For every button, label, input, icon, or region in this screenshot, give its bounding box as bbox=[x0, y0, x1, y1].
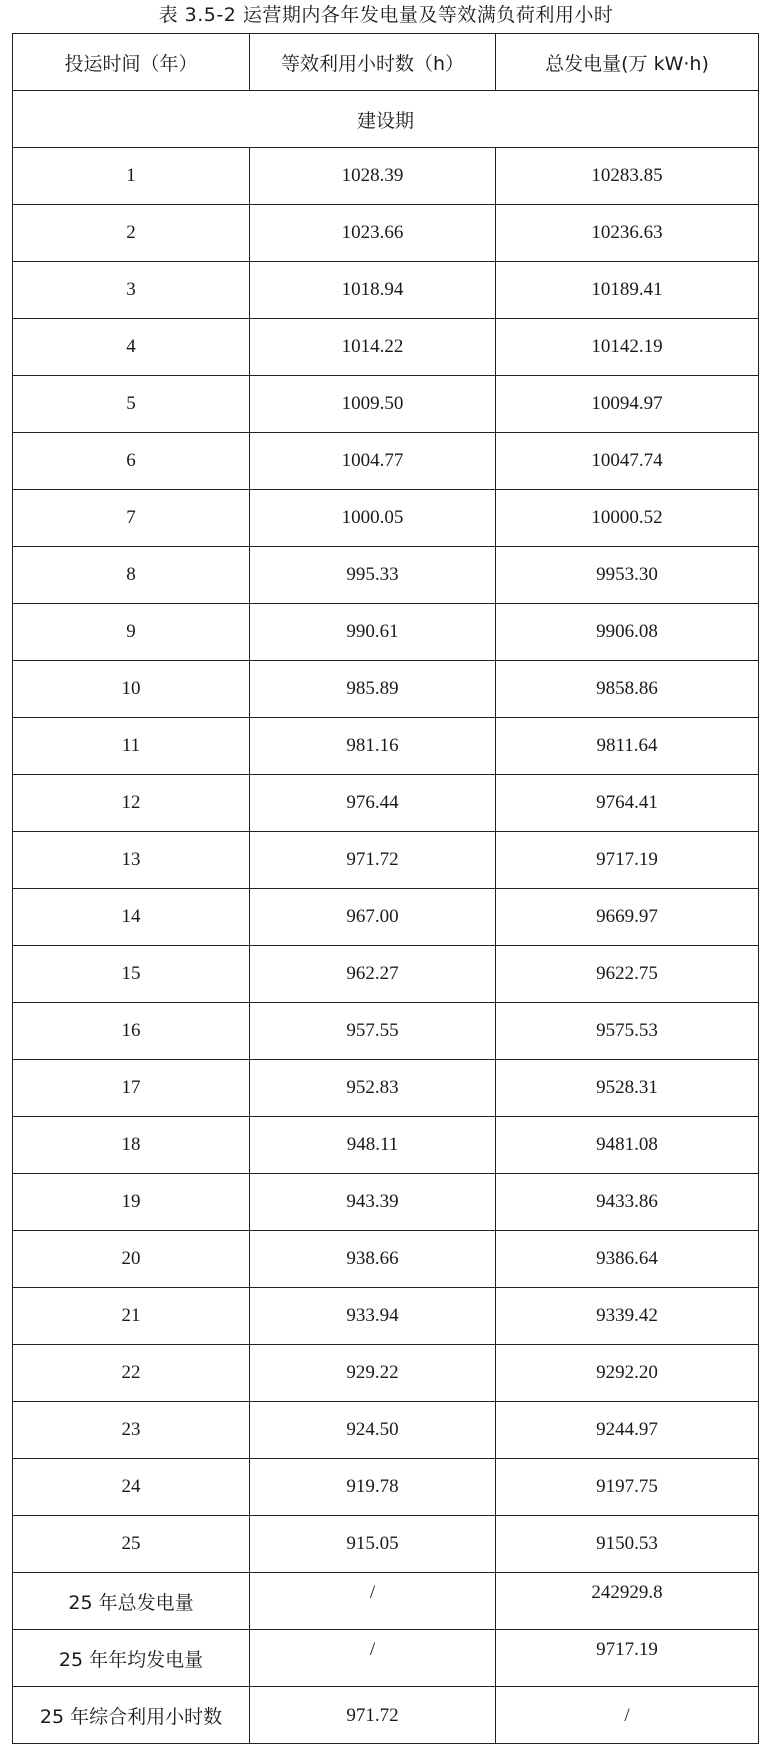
table-row bbox=[13, 1060, 759, 1117]
energy-cell: 10000.52 bbox=[496, 490, 759, 547]
year-cell: 1 bbox=[13, 148, 250, 205]
summary-hours bbox=[250, 1573, 496, 1630]
table-row bbox=[13, 604, 759, 661]
year-cell: 3 bbox=[13, 262, 250, 319]
year-cell: 22 bbox=[13, 1345, 250, 1402]
year-cell: 14 bbox=[13, 889, 250, 946]
summary-label: 25 年总发电量 bbox=[13, 1573, 250, 1630]
hours-cell: 957.55 bbox=[250, 1003, 496, 1060]
hours-cell: 924.50 bbox=[250, 1402, 496, 1459]
summary-hours-value: 971.72 bbox=[346, 1704, 399, 1726]
table-row bbox=[13, 832, 759, 889]
hours-cell: 929.22 bbox=[250, 1345, 496, 1402]
hours-cell: 1000.05 bbox=[250, 490, 496, 547]
year-cell: 7 bbox=[13, 490, 250, 547]
energy-cell: 9717.19 bbox=[496, 832, 759, 889]
summary-hours bbox=[250, 1630, 496, 1687]
table-row bbox=[13, 319, 759, 376]
hours-cell: 971.72 bbox=[250, 832, 496, 889]
hours-cell: 1014.22 bbox=[250, 319, 496, 376]
energy-cell: 9433.86 bbox=[496, 1174, 759, 1231]
energy-cell: 9386.64 bbox=[496, 1231, 759, 1288]
energy-cell: 9197.75 bbox=[496, 1459, 759, 1516]
summary-energy bbox=[496, 1687, 759, 1744]
energy-cell: 9622.75 bbox=[496, 946, 759, 1003]
table-caption: 表 3.5-2 运营期内各年发电量及等效满负荷利用小时 bbox=[158, 4, 614, 26]
table-row bbox=[13, 775, 759, 832]
header-hours: 等效利用小时数（h） bbox=[250, 34, 496, 91]
energy-cell: 10283.85 bbox=[496, 148, 759, 205]
year-cell: 19 bbox=[13, 1174, 250, 1231]
energy-cell: 10189.41 bbox=[496, 262, 759, 319]
hours-cell: 976.44 bbox=[250, 775, 496, 832]
hours-cell: 915.05 bbox=[250, 1516, 496, 1573]
year-cell: 23 bbox=[13, 1402, 250, 1459]
hours-cell: 1028.39 bbox=[250, 148, 496, 205]
table-row bbox=[13, 1345, 759, 1402]
energy-cell: 9292.20 bbox=[496, 1345, 759, 1402]
energy-cell: 9575.53 bbox=[496, 1003, 759, 1060]
energy-cell: 9811.64 bbox=[496, 718, 759, 775]
energy-cell: 9244.97 bbox=[496, 1402, 759, 1459]
header-row bbox=[13, 34, 759, 91]
table-row bbox=[13, 547, 759, 604]
summary-row bbox=[13, 1573, 759, 1630]
energy-cell: 9764.41 bbox=[496, 775, 759, 832]
hours-cell: 990.61 bbox=[250, 604, 496, 661]
table-row bbox=[13, 1174, 759, 1231]
table-row bbox=[13, 376, 759, 433]
table-row bbox=[13, 889, 759, 946]
hours-cell: 981.16 bbox=[250, 718, 496, 775]
summary-energy-value: 242929.8 bbox=[591, 1581, 663, 1603]
hours-cell: 1018.94 bbox=[250, 262, 496, 319]
hours-cell: 948.11 bbox=[250, 1117, 496, 1174]
year-cell: 25 bbox=[13, 1516, 250, 1573]
summary-hours bbox=[250, 1687, 496, 1744]
summary-row bbox=[13, 1687, 759, 1744]
year-cell: 5 bbox=[13, 376, 250, 433]
energy-cell: 9858.86 bbox=[496, 661, 759, 718]
summary-energy bbox=[496, 1573, 759, 1630]
summary-energy-value: 9717.19 bbox=[596, 1638, 658, 1660]
year-cell: 2 bbox=[13, 205, 250, 262]
table-row bbox=[13, 1117, 759, 1174]
table-row bbox=[13, 1003, 759, 1060]
table-row bbox=[13, 205, 759, 262]
summary-row bbox=[13, 1630, 759, 1687]
year-cell: 17 bbox=[13, 1060, 250, 1117]
hours-cell: 938.66 bbox=[250, 1231, 496, 1288]
energy-cell: 10236.63 bbox=[496, 205, 759, 262]
energy-cell: 10047.74 bbox=[496, 433, 759, 490]
summary-label: 25 年综合利用小时数 bbox=[13, 1687, 250, 1744]
summary-hours-value: / bbox=[369, 1638, 376, 1660]
energy-cell: 10142.19 bbox=[496, 319, 759, 376]
hours-cell: 967.00 bbox=[250, 889, 496, 946]
year-cell: 9 bbox=[13, 604, 250, 661]
table-row bbox=[13, 1402, 759, 1459]
table-row bbox=[13, 946, 759, 1003]
year-cell: 16 bbox=[13, 1003, 250, 1060]
summary-label: 25 年年均发电量 bbox=[13, 1630, 250, 1687]
table-row bbox=[13, 262, 759, 319]
hours-cell: 919.78 bbox=[250, 1459, 496, 1516]
year-cell: 6 bbox=[13, 433, 250, 490]
generation-table bbox=[12, 33, 759, 1744]
year-cell: 24 bbox=[13, 1459, 250, 1516]
year-cell: 20 bbox=[13, 1231, 250, 1288]
table-row bbox=[13, 661, 759, 718]
table-row bbox=[13, 718, 759, 775]
table-row bbox=[13, 433, 759, 490]
year-cell: 12 bbox=[13, 775, 250, 832]
energy-cell: 10094.97 bbox=[496, 376, 759, 433]
energy-cell: 9953.30 bbox=[496, 547, 759, 604]
energy-cell: 9339.42 bbox=[496, 1288, 759, 1345]
summary-energy bbox=[496, 1630, 759, 1687]
table-row bbox=[13, 148, 759, 205]
hours-cell: 1009.50 bbox=[250, 376, 496, 433]
year-cell: 4 bbox=[13, 319, 250, 376]
year-cell: 11 bbox=[13, 718, 250, 775]
hours-cell: 952.83 bbox=[250, 1060, 496, 1117]
summary-energy-value: / bbox=[624, 1704, 630, 1726]
year-cell: 13 bbox=[13, 832, 250, 889]
summary-hours-value: / bbox=[369, 1581, 376, 1603]
header-year: 投运时间（年） bbox=[13, 34, 250, 91]
year-cell: 18 bbox=[13, 1117, 250, 1174]
header-energy: 总发电量(万 kW·h) bbox=[496, 34, 759, 91]
year-cell: 21 bbox=[13, 1288, 250, 1345]
year-cell: 10 bbox=[13, 661, 250, 718]
table-row bbox=[13, 490, 759, 547]
hours-cell: 1023.66 bbox=[250, 205, 496, 262]
table-row bbox=[13, 1516, 759, 1573]
hours-cell: 933.94 bbox=[250, 1288, 496, 1345]
energy-cell: 9481.08 bbox=[496, 1117, 759, 1174]
construction-period-label: 建设期 bbox=[13, 91, 759, 148]
hours-cell: 995.33 bbox=[250, 547, 496, 604]
hours-cell: 1004.77 bbox=[250, 433, 496, 490]
energy-cell: 9906.08 bbox=[496, 604, 759, 661]
hours-cell: 962.27 bbox=[250, 946, 496, 1003]
table-row bbox=[13, 1288, 759, 1345]
table-row bbox=[13, 1231, 759, 1288]
energy-cell: 9669.97 bbox=[496, 889, 759, 946]
hours-cell: 985.89 bbox=[250, 661, 496, 718]
year-cell: 8 bbox=[13, 547, 250, 604]
energy-cell: 9150.53 bbox=[496, 1516, 759, 1573]
hours-cell: 943.39 bbox=[250, 1174, 496, 1231]
year-cell: 15 bbox=[13, 946, 250, 1003]
table-row bbox=[13, 1459, 759, 1516]
energy-cell: 9528.31 bbox=[496, 1060, 759, 1117]
construction-row bbox=[13, 91, 759, 148]
